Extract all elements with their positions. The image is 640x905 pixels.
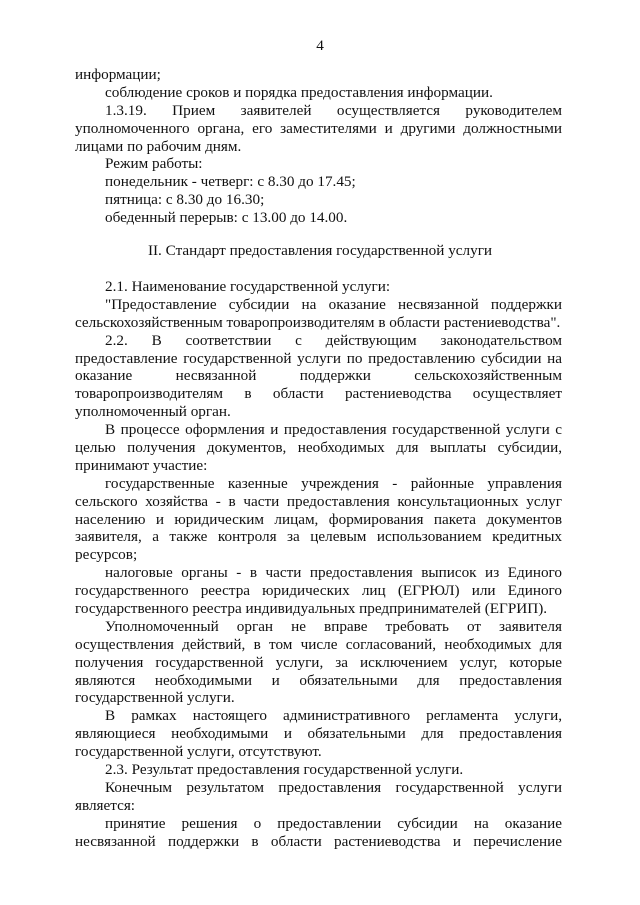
text-line: 2.1. Наименование государственной услуги: <box>105 278 391 295</box>
text-line: несвязанной поддержки в области растениеводства и перечисление <box>75 832 562 850</box>
text-line: В рамках настоящего административного регламента услуги, <box>105 707 562 725</box>
text-line: ресурсов; <box>75 546 138 564</box>
page-number: 4 <box>316 37 324 54</box>
text-line: населению и юридическим лицам, формирования пакета документов <box>75 510 562 528</box>
text-line: лицами по рабочим дням. <box>75 137 242 155</box>
text-line: принятие решения о предоставлении субсидии на оказание <box>105 814 562 832</box>
section-heading: II. Стандарт предоставления государственной услуги <box>147 242 493 259</box>
text-line: 1.3.19. Прием заявителей осуществляется руководителем <box>105 101 562 119</box>
text-line: государственные казенные учреждения - районные управления <box>105 474 562 492</box>
text-line: В процессе оформления и предоставления государственной услуги с <box>105 421 562 439</box>
text-line: обеденный перерыв: с 13.00 до 14.00. <box>105 209 348 227</box>
text-line: товаропроизводителям в области растениеводства осуществляет <box>75 385 562 403</box>
text-line: осуществления действий, в том числе согласований, необходимых для <box>75 635 562 653</box>
text-line: Конечным результатом предоставления государственной услуги <box>105 778 562 796</box>
text-line: сельского хозяйства - в части предоставления консультационных услуг <box>75 492 562 510</box>
text-line: Уполномоченный орган не вправе требовать от заявителя <box>105 617 562 635</box>
text-line: являющиеся необходимыми и обязательными для предоставления <box>75 725 562 743</box>
text-line: государственной услуги, отсутствуют. <box>75 743 322 761</box>
text-line: соблюдение сроков и порядка предоставления информации. <box>105 83 493 101</box>
text-line: государственного реестра юридических лиц (ЕГРЮЛ) или Единого <box>75 582 562 600</box>
text-line: государственного реестра индивидуальных предпринимателей (ЕГРИП). <box>75 600 548 618</box>
text-line: являются необходимыми и обязательными для предоставления <box>75 671 562 689</box>
text-line: оказание несвязанной поддержки сельскохозяйственным <box>75 367 562 385</box>
text-line: сельскохозяйственным товаропроизводителям в области растениеводства". <box>75 313 561 331</box>
text-line: информации; <box>75 66 161 83</box>
text-line: является: <box>75 796 136 814</box>
text-line: принимают участие: <box>75 456 208 474</box>
text-line: получения государственной услуги, за исключением услуг, которые <box>75 653 562 671</box>
text-line: уполномоченного органа, его заместителями и другими должностными <box>75 119 562 137</box>
text-line: "Предоставление субсидии на оказание несвязанной поддержки <box>105 295 562 313</box>
text-line: 2.3. Результат предоставления государственной услуги. <box>105 761 464 779</box>
text-line: целью получения документов, необходимых для выплаты субсидии, <box>75 439 562 457</box>
text-line: заявителя, а также контроля за целевым использованием кредитных <box>75 528 562 546</box>
text-block-1 <box>75 66 562 227</box>
text-line: пятница: с 8.30 до 16.30; <box>105 191 265 209</box>
text-line: государственной услуги. <box>75 689 235 707</box>
text-line: налоговые органы - в части предоставления выписок из Единого <box>105 564 562 582</box>
text-line: Режим работы: <box>105 155 203 173</box>
text-line: предоставление государственной услуги по предоставлению субсидии на <box>75 349 562 367</box>
text-line: уполномоченный орган. <box>75 403 231 421</box>
text-line: 2.2. В соответствии с действующим законодательством <box>105 331 562 349</box>
text-block-2 <box>75 278 562 851</box>
text-line: понедельник - четверг: с 8.30 до 17.45; <box>105 173 356 191</box>
